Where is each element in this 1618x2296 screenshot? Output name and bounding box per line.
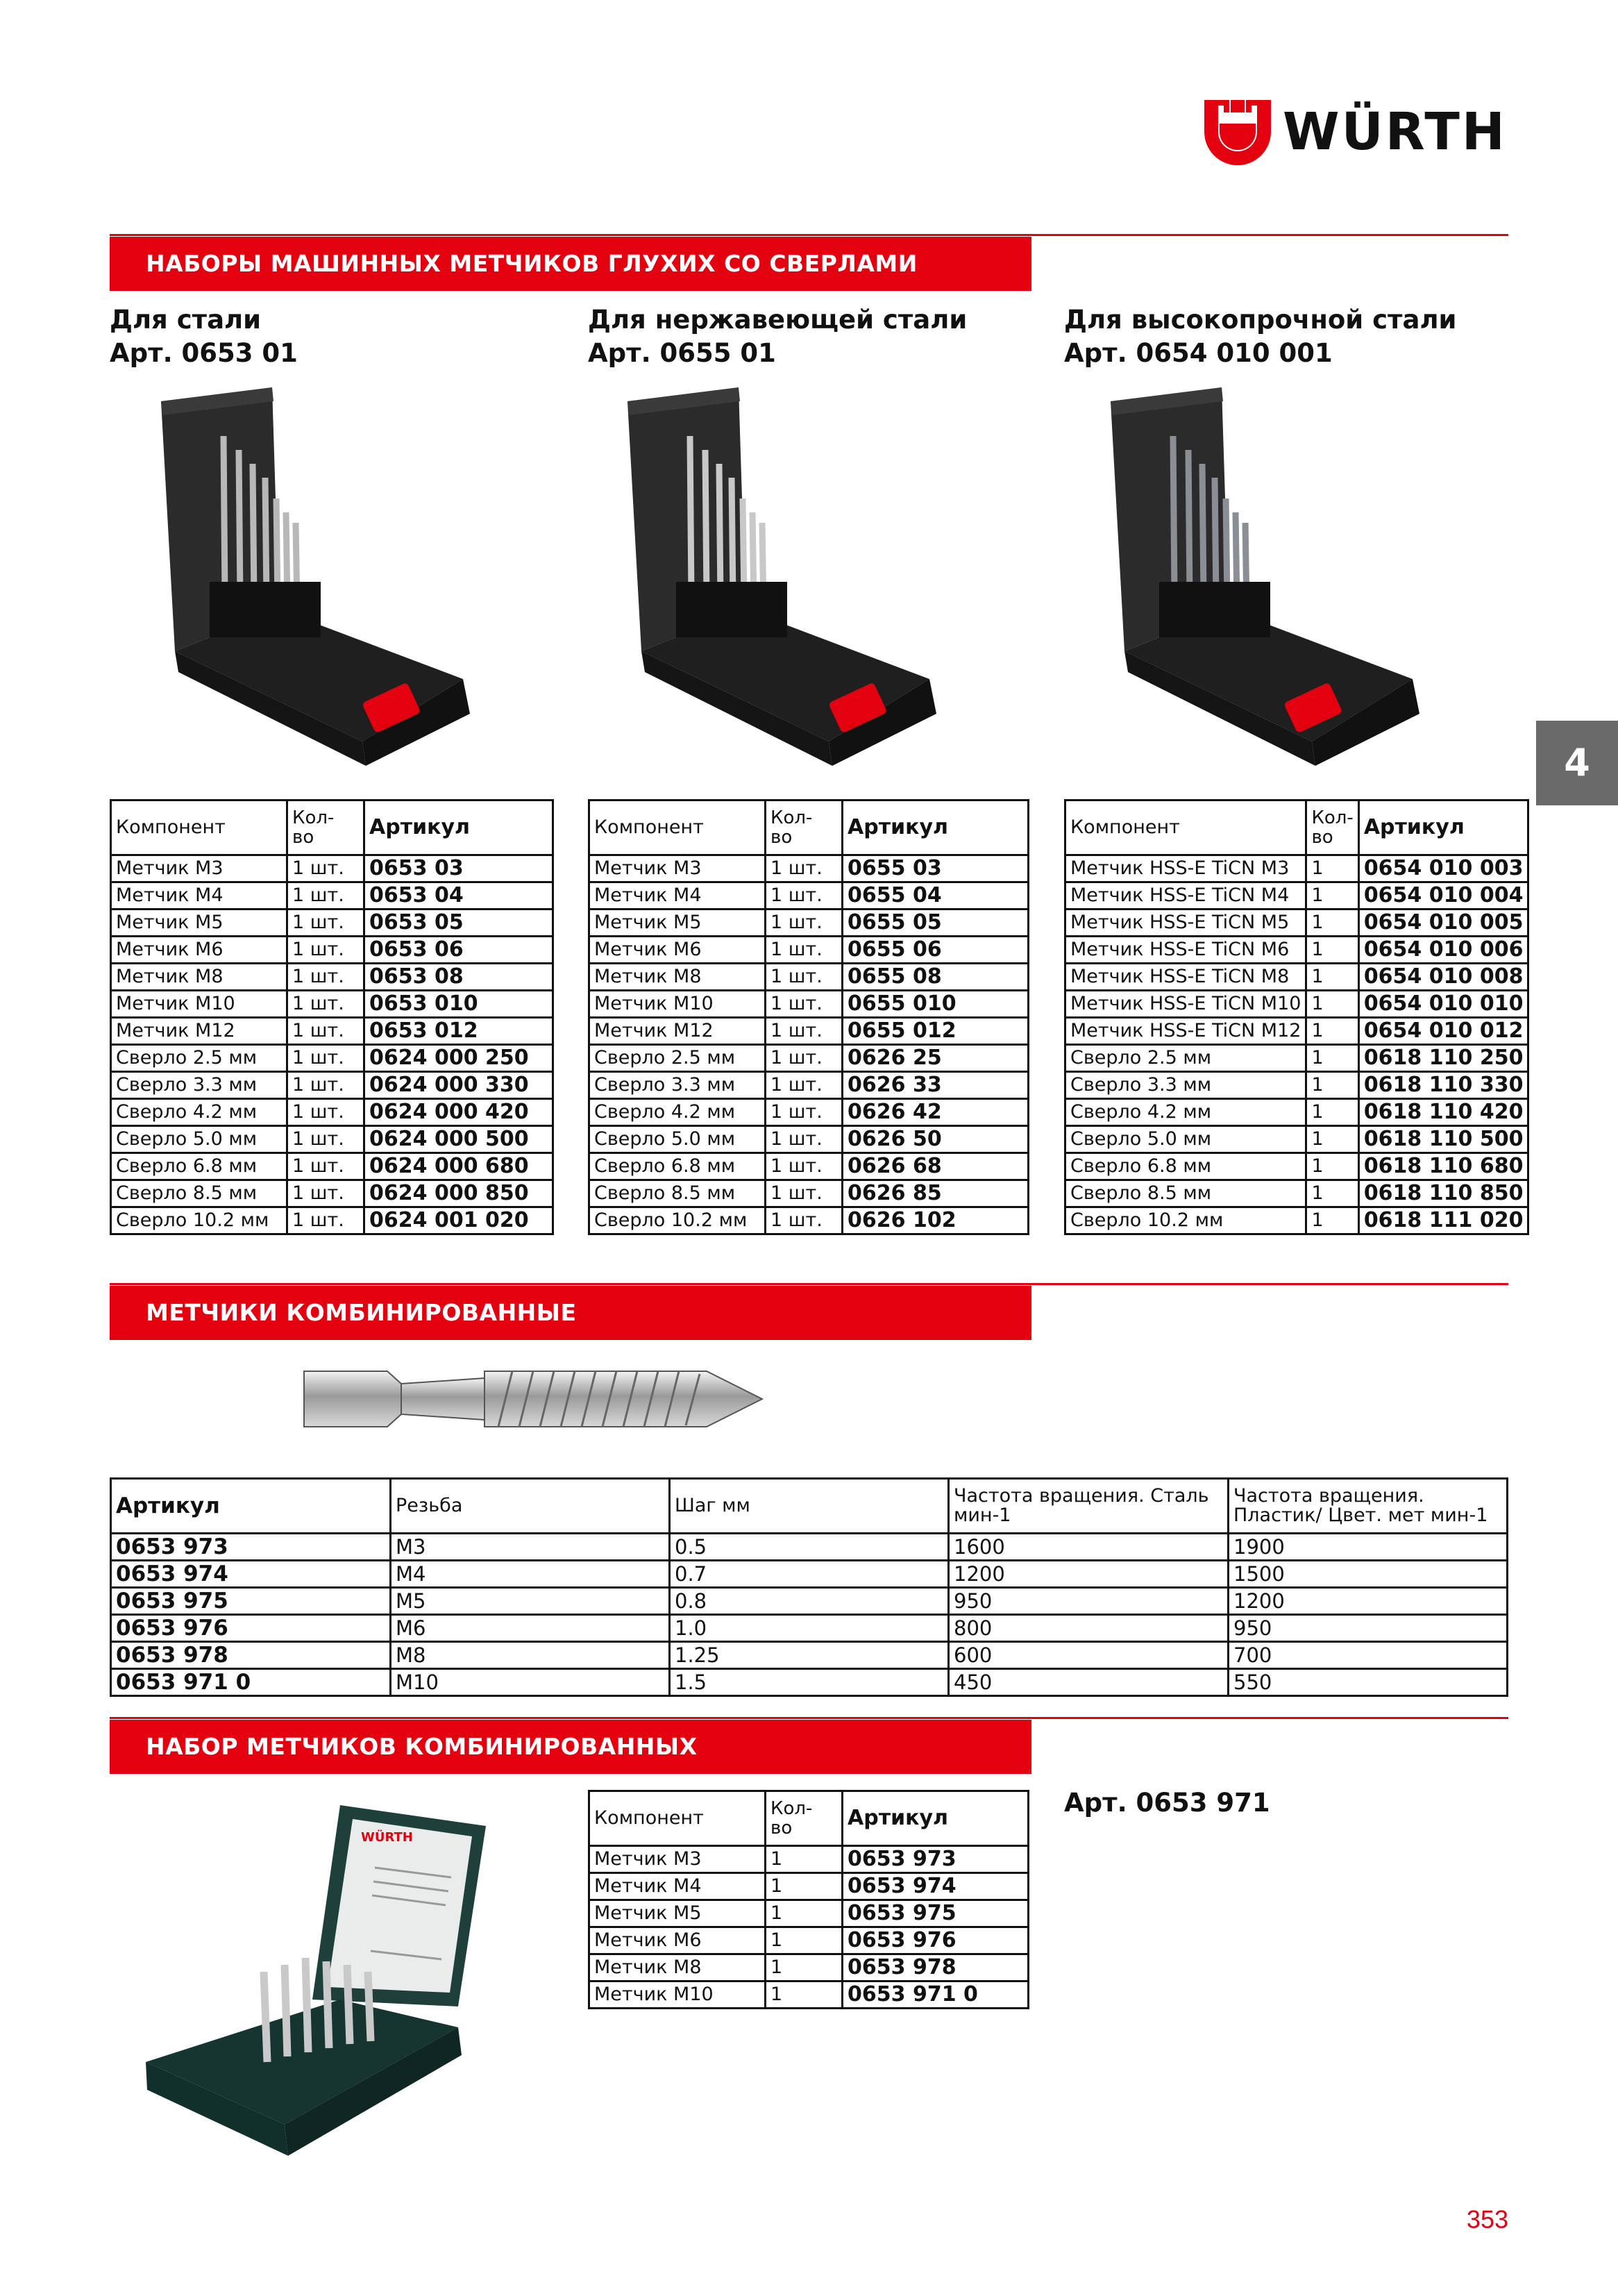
- table-cell: Сверло 8.5 мм: [1065, 1180, 1306, 1207]
- table-cell: 0626 42: [843, 1099, 1029, 1126]
- table-cell: Метчик M4: [589, 882, 766, 910]
- table-cell: 1.25: [670, 1642, 949, 1669]
- table-cell: Сверло 2.5 мм: [1065, 1045, 1306, 1072]
- table-cell: 0654 010 008: [1358, 964, 1528, 991]
- table-cell: 1 шт.: [766, 1153, 843, 1180]
- column-header-rpm-steel: Частота вращения. Сталь мин-1: [949, 1479, 1229, 1534]
- table-row: [589, 1954, 1029, 1981]
- table-cell: Метчик M3: [589, 1846, 766, 1873]
- table-row: [1065, 1126, 1528, 1153]
- table-cell: 1 шт.: [287, 991, 364, 1018]
- table-cell: 1 шт.: [287, 1180, 364, 1207]
- table-cell: Метчик M10: [589, 991, 766, 1018]
- table-cell: 0653 974: [843, 1873, 1029, 1900]
- table-cell: 0653 08: [364, 964, 553, 991]
- table-row: [111, 964, 553, 991]
- table-cell: 1 шт.: [287, 1045, 364, 1072]
- table-row: [589, 1207, 1029, 1234]
- table-cell: 0655 08: [843, 964, 1029, 991]
- kit-components-table: [110, 799, 554, 1235]
- table-header-row: [111, 801, 553, 855]
- wurth-emblem-icon: [1203, 97, 1272, 167]
- section-title: МЕТЧИКИ КОМБИНИРОВАННЫЕ: [110, 1286, 1031, 1340]
- table-row: [589, 1846, 1029, 1873]
- table-cell: 0653 010: [364, 991, 553, 1018]
- table-cell: 1200: [1229, 1588, 1508, 1615]
- table-cell: 1 шт.: [287, 1072, 364, 1099]
- table-cell: 0618 110 250: [1358, 1045, 1528, 1072]
- table-cell: 1 шт.: [287, 910, 364, 937]
- table-row: [111, 855, 553, 882]
- table-cell: 0654 010 004: [1358, 882, 1528, 910]
- table-cell: Сверло 4.2 мм: [589, 1099, 766, 1126]
- table-cell: 1: [1306, 1153, 1358, 1180]
- table-cell: 1: [766, 1954, 843, 1981]
- table-cell: 0624 000 680: [364, 1153, 553, 1180]
- table-cell: 0624 000 500: [364, 1126, 553, 1153]
- table-cell: 0626 25: [843, 1045, 1029, 1072]
- table-cell: 0655 06: [843, 937, 1029, 964]
- table-row: [111, 882, 553, 910]
- table-cell: 1 шт.: [766, 964, 843, 991]
- table-cell: 0618 110 850: [1358, 1180, 1528, 1207]
- table-cell: Сверло 4.2 мм: [111, 1099, 287, 1126]
- table-row: [111, 1588, 1508, 1615]
- table-cell: 1: [1306, 1180, 1358, 1207]
- table-cell: 0618 110 330: [1358, 1072, 1528, 1099]
- table-row: [111, 910, 553, 937]
- section-rule: [110, 1717, 1508, 1719]
- table-row: [589, 1045, 1029, 1072]
- table-cell: 1: [1306, 1018, 1358, 1045]
- table-cell: 0653 976: [111, 1615, 391, 1642]
- table-cell: 0618 110 420: [1358, 1099, 1528, 1126]
- table-cell: 1: [1306, 1045, 1358, 1072]
- column-header-component: Компонент: [1065, 801, 1306, 855]
- table-cell: 0653 05: [364, 910, 553, 937]
- table-cell: 1 шт.: [766, 1072, 843, 1099]
- table-cell: M5: [391, 1588, 670, 1615]
- table-cell: 0655 04: [843, 882, 1029, 910]
- section-title: НАБОР МЕТЧИКОВ КОМБИНИРОВАННЫХ: [110, 1720, 1031, 1774]
- table-cell: Сверло 10.2 мм: [111, 1207, 287, 1234]
- tap-kit-case-photo: [621, 380, 940, 769]
- table-cell: Метчик HSS-E TiCN M8: [1065, 964, 1306, 991]
- table-cell: 1 шт.: [766, 882, 843, 910]
- table-cell: 1 шт.: [766, 1207, 843, 1234]
- combination-tap-photo: [262, 1350, 818, 1448]
- table-row: [589, 1900, 1029, 1927]
- table-cell: 1: [766, 1873, 843, 1900]
- table-cell: Сверло 10.2 мм: [589, 1207, 766, 1234]
- table-cell: Метчик M5: [111, 910, 287, 937]
- table-cell: 1 шт.: [287, 1018, 364, 1045]
- table-row: [589, 1927, 1029, 1954]
- table-cell: Сверло 2.5 мм: [589, 1045, 766, 1072]
- table-cell: Метчик M10: [111, 991, 287, 1018]
- table-row: [589, 855, 1029, 882]
- column-header-rpm-plastic: Частота вращения. Пластик/ Цвет. мет мин-1: [1229, 1479, 1508, 1534]
- table-row: [111, 991, 553, 1018]
- table-cell: 0626 85: [843, 1180, 1029, 1207]
- table-cell: 1: [1306, 882, 1358, 910]
- product-name: Для нержавеющей стали: [588, 305, 968, 335]
- table-cell: Метчик M6: [111, 937, 287, 964]
- table-cell: Метчик M8: [111, 964, 287, 991]
- table-cell: 0653 973: [111, 1534, 391, 1561]
- table-cell: 0624 000 420: [364, 1099, 553, 1126]
- table-cell: 0655 012: [843, 1018, 1029, 1045]
- table-cell: 1: [1306, 1207, 1358, 1234]
- table-cell: 1: [1306, 964, 1358, 991]
- table-row: [589, 1099, 1029, 1126]
- kit-components-table: [1064, 799, 1529, 1235]
- table-cell: 0653 04: [364, 882, 553, 910]
- column-header-article: Артикул: [843, 801, 1029, 855]
- table-cell: 0653 976: [843, 1927, 1029, 1954]
- table-row: [1065, 1207, 1528, 1234]
- product-article: Арт. 0653 01: [110, 338, 298, 368]
- product-heading: [110, 303, 298, 370]
- table-cell: 0655 05: [843, 910, 1029, 937]
- table-cell: 700: [1229, 1642, 1508, 1669]
- table-cell: Сверло 3.3 мм: [111, 1072, 287, 1099]
- table-cell: 1 шт.: [287, 1207, 364, 1234]
- product-heading: [588, 303, 967, 370]
- table-cell: 1 шт.: [766, 1180, 843, 1207]
- chapter-tab: 4: [1536, 721, 1618, 805]
- table-cell: 1 шт.: [766, 1099, 843, 1126]
- table-cell: 0655 03: [843, 855, 1029, 882]
- table-cell: 0653 012: [364, 1018, 553, 1045]
- table-cell: 950: [949, 1588, 1229, 1615]
- table-cell: 0654 010 005: [1358, 910, 1528, 937]
- table-row: [589, 910, 1029, 937]
- table-cell: Сверло 5.0 мм: [111, 1126, 287, 1153]
- column-header-component: Компонент: [589, 1791, 766, 1846]
- table-row: [589, 1126, 1029, 1153]
- table-cell: Метчик M4: [589, 1873, 766, 1900]
- product-name: Для высокопрочной стали: [1064, 305, 1457, 335]
- table-cell: M6: [391, 1615, 670, 1642]
- table-row: [111, 937, 553, 964]
- section-title: НАБОРЫ МАШИННЫХ МЕТЧИКОВ ГЛУХИХ СО СВЕРЛАМИ: [110, 237, 1031, 291]
- table-cell: Метчик M5: [589, 910, 766, 937]
- table-row: [111, 1099, 553, 1126]
- table-cell: Метчик HSS-E TiCN M6: [1065, 937, 1306, 964]
- table-cell: 1900: [1229, 1534, 1508, 1561]
- table-cell: Метчик HSS-E TiCN M12: [1065, 1018, 1306, 1045]
- table-cell: 0626 50: [843, 1126, 1029, 1153]
- table-cell: 550: [1229, 1669, 1508, 1696]
- table-cell: Метчик M8: [589, 1954, 766, 1981]
- table-cell: Метчик M5: [589, 1900, 766, 1927]
- table-cell: 0618 110 680: [1358, 1153, 1528, 1180]
- table-cell: 0653 974: [111, 1561, 391, 1588]
- table-row: [589, 964, 1029, 991]
- table-row: [111, 1153, 553, 1180]
- column-header-thread: Резьба: [391, 1479, 670, 1534]
- table-cell: Сверло 4.2 мм: [1065, 1099, 1306, 1126]
- table-cell: M4: [391, 1561, 670, 1588]
- table-cell: 1 шт.: [287, 855, 364, 882]
- table-cell: 1.5: [670, 1669, 949, 1696]
- table-row: [111, 1561, 1508, 1588]
- table-row: [1065, 964, 1528, 991]
- table-cell: Сверло 8.5 мм: [589, 1180, 766, 1207]
- table-cell: Сверло 6.8 мм: [589, 1153, 766, 1180]
- table-cell: 0626 102: [843, 1207, 1029, 1234]
- table-row: [111, 1642, 1508, 1669]
- wurth-logo: [1203, 97, 1508, 167]
- table-header-row: [589, 1791, 1029, 1846]
- table-cell: Метчик M10: [589, 1981, 766, 2009]
- table-cell: 0653 971 0: [111, 1669, 391, 1696]
- table-row: [111, 1126, 553, 1153]
- table-cell: 0653 03: [364, 855, 553, 882]
- table-row: [111, 1180, 553, 1207]
- table-header-row: [111, 1479, 1508, 1534]
- table-row: [1065, 1045, 1528, 1072]
- section-rule: [110, 234, 1508, 236]
- table-row: [111, 1072, 553, 1099]
- table-cell: 0654 010 006: [1358, 937, 1528, 964]
- table-cell: 0653 971 0: [843, 1981, 1029, 2009]
- table-cell: Сверло 10.2 мм: [1065, 1207, 1306, 1234]
- table-row: [589, 1180, 1029, 1207]
- brand-name: WÜRTH: [1283, 102, 1507, 162]
- table-cell: Сверло 6.8 мм: [1065, 1153, 1306, 1180]
- table-cell: Сверло 6.8 мм: [111, 1153, 287, 1180]
- table-cell: 0653 978: [843, 1954, 1029, 1981]
- table-cell: 1 шт.: [766, 1045, 843, 1072]
- tap-kit-case-photo: [1104, 380, 1423, 769]
- table-cell: M10: [391, 1669, 670, 1696]
- product-article: Арт. 0655 01: [588, 338, 776, 368]
- table-cell: Метчик HSS-E TiCN M5: [1065, 910, 1306, 937]
- table-row: [589, 1981, 1029, 2009]
- product-heading: [1064, 303, 1456, 370]
- table-cell: Метчик M6: [589, 1927, 766, 1954]
- table-row: [1065, 1099, 1528, 1126]
- table-cell: Метчик M8: [589, 964, 766, 991]
- table-cell: M3: [391, 1534, 670, 1561]
- table-cell: 0653 06: [364, 937, 553, 964]
- table-cell: 0624 000 330: [364, 1072, 553, 1099]
- table-row: [1065, 910, 1528, 937]
- table-cell: 0624 001 020: [364, 1207, 553, 1234]
- column-header-article: Артикул: [1358, 801, 1528, 855]
- table-cell: 0653 978: [111, 1642, 391, 1669]
- table-row: [1065, 1180, 1528, 1207]
- table-cell: 1 шт.: [766, 1126, 843, 1153]
- table-cell: Сверло 2.5 мм: [111, 1045, 287, 1072]
- table-cell: 1.0: [670, 1615, 949, 1642]
- table-header-row: [1065, 801, 1528, 855]
- table-cell: 1: [1306, 855, 1358, 882]
- column-header-qty: Кол- во: [287, 801, 364, 855]
- column-header-qty: Кол- во: [766, 1791, 843, 1846]
- table-row: [111, 1018, 553, 1045]
- table-cell: 1 шт.: [287, 882, 364, 910]
- table-cell: 1: [1306, 910, 1358, 937]
- table-cell: 1: [766, 1846, 843, 1873]
- table-cell: 0653 975: [111, 1588, 391, 1615]
- table-row: [1065, 1072, 1528, 1099]
- table-cell: 1 шт.: [766, 855, 843, 882]
- table-cell: Метчик HSS-E TiCN M4: [1065, 882, 1306, 910]
- table-cell: 0654 010 003: [1358, 855, 1528, 882]
- table-cell: 1 шт.: [766, 991, 843, 1018]
- table-cell: 1500: [1229, 1561, 1508, 1588]
- table-cell: 1 шт.: [287, 964, 364, 991]
- table-row: [1065, 855, 1528, 882]
- product-article: Арт. 0654 010 001: [1064, 338, 1333, 368]
- combination-tap-set-photo: [132, 1798, 528, 2187]
- table-cell: 1: [766, 1927, 843, 1954]
- table-row: [589, 1873, 1029, 1900]
- table-row: [589, 1072, 1029, 1099]
- table-cell: 0.7: [670, 1561, 949, 1588]
- table-cell: Метчик M4: [111, 882, 287, 910]
- table-cell: 1: [1306, 1126, 1358, 1153]
- table-row: [111, 1615, 1508, 1642]
- table-row: [1065, 1153, 1528, 1180]
- table-row: [1065, 882, 1528, 910]
- table-cell: Сверло 5.0 мм: [589, 1126, 766, 1153]
- table-row: [589, 991, 1029, 1018]
- column-header-qty: Кол- во: [766, 801, 843, 855]
- section-rule: [110, 1283, 1508, 1285]
- table-cell: 1 шт.: [766, 1018, 843, 1045]
- table-cell: Сверло 5.0 мм: [1065, 1126, 1306, 1153]
- table-cell: 1 шт.: [766, 910, 843, 937]
- table-cell: 800: [949, 1615, 1229, 1642]
- table-row: [589, 882, 1029, 910]
- table-cell: 0653 973: [843, 1846, 1029, 1873]
- table-header-row: [589, 801, 1029, 855]
- box-brand-label: WÜRTH: [361, 1830, 413, 1845]
- table-row: [589, 1018, 1029, 1045]
- table-cell: 1: [766, 1981, 843, 2009]
- table-cell: Сверло 3.3 мм: [1065, 1072, 1306, 1099]
- table-row: [111, 1207, 553, 1234]
- table-cell: 0654 010 010: [1358, 991, 1528, 1018]
- table-cell: Сверло 8.5 мм: [111, 1180, 287, 1207]
- column-header-article: Артикул: [111, 1479, 391, 1534]
- kit-components-table: [588, 799, 1029, 1235]
- table-cell: 1: [1306, 937, 1358, 964]
- column-header-component: Компонент: [589, 801, 766, 855]
- table-row: [1065, 991, 1528, 1018]
- table-row: [111, 1669, 1508, 1696]
- product-article: Арт. 0653 971: [1064, 1788, 1270, 1818]
- table-cell: 1: [1306, 1099, 1358, 1126]
- combination-taps-table: [110, 1477, 1508, 1697]
- table-cell: Метчик M6: [589, 937, 766, 964]
- table-cell: 1 шт.: [287, 937, 364, 964]
- table-cell: 0618 110 500: [1358, 1126, 1528, 1153]
- table-cell: 450: [949, 1669, 1229, 1696]
- table-cell: Метчик HSS-E TiCN M10: [1065, 991, 1306, 1018]
- table-cell: Метчик M12: [111, 1018, 287, 1045]
- tap-kit-case-photo: [154, 380, 473, 769]
- table-cell: 1 шт.: [287, 1153, 364, 1180]
- table-cell: 0655 010: [843, 991, 1029, 1018]
- table-cell: 0654 010 012: [1358, 1018, 1528, 1045]
- table-cell: 600: [949, 1642, 1229, 1669]
- table-row: [589, 1153, 1029, 1180]
- table-cell: 0626 68: [843, 1153, 1029, 1180]
- table-cell: 1 шт.: [287, 1099, 364, 1126]
- table-cell: 0.5: [670, 1534, 949, 1561]
- table-cell: 1 шт.: [766, 937, 843, 964]
- table-cell: 0626 33: [843, 1072, 1029, 1099]
- table-cell: Метчик HSS-E TiCN M3: [1065, 855, 1306, 882]
- column-header-article: Артикул: [843, 1791, 1029, 1846]
- table-cell: Метчик M12: [589, 1018, 766, 1045]
- table-cell: 1 шт.: [287, 1126, 364, 1153]
- page-number: 353: [1466, 2205, 1508, 2234]
- table-cell: Метчик M3: [111, 855, 287, 882]
- table-row: [589, 937, 1029, 964]
- table-cell: 1: [766, 1900, 843, 1927]
- column-header-component: Компонент: [111, 801, 287, 855]
- table-cell: 1200: [949, 1561, 1229, 1588]
- table-cell: Метчик M3: [589, 855, 766, 882]
- table-cell: 0624 000 250: [364, 1045, 553, 1072]
- table-cell: 0618 111 020: [1358, 1207, 1528, 1234]
- table-cell: 0.8: [670, 1588, 949, 1615]
- table-cell: M8: [391, 1642, 670, 1669]
- table-cell: 1600: [949, 1534, 1229, 1561]
- table-row: [1065, 937, 1528, 964]
- table-cell: 0653 975: [843, 1900, 1029, 1927]
- column-header-pitch: Шаг мм: [670, 1479, 949, 1534]
- table-cell: 0624 000 850: [364, 1180, 553, 1207]
- table-cell: 950: [1229, 1615, 1508, 1642]
- table-cell: Сверло 3.3 мм: [589, 1072, 766, 1099]
- column-header-qty: Кол- во: [1306, 801, 1358, 855]
- table-row: [111, 1534, 1508, 1561]
- table-cell: 1: [1306, 991, 1358, 1018]
- product-name: Для стали: [110, 305, 262, 335]
- table-row: [111, 1045, 553, 1072]
- column-header-article: Артикул: [364, 801, 553, 855]
- table-cell: 1: [1306, 1072, 1358, 1099]
- table-row: [1065, 1018, 1528, 1045]
- kit-components-table: [588, 1790, 1029, 2009]
